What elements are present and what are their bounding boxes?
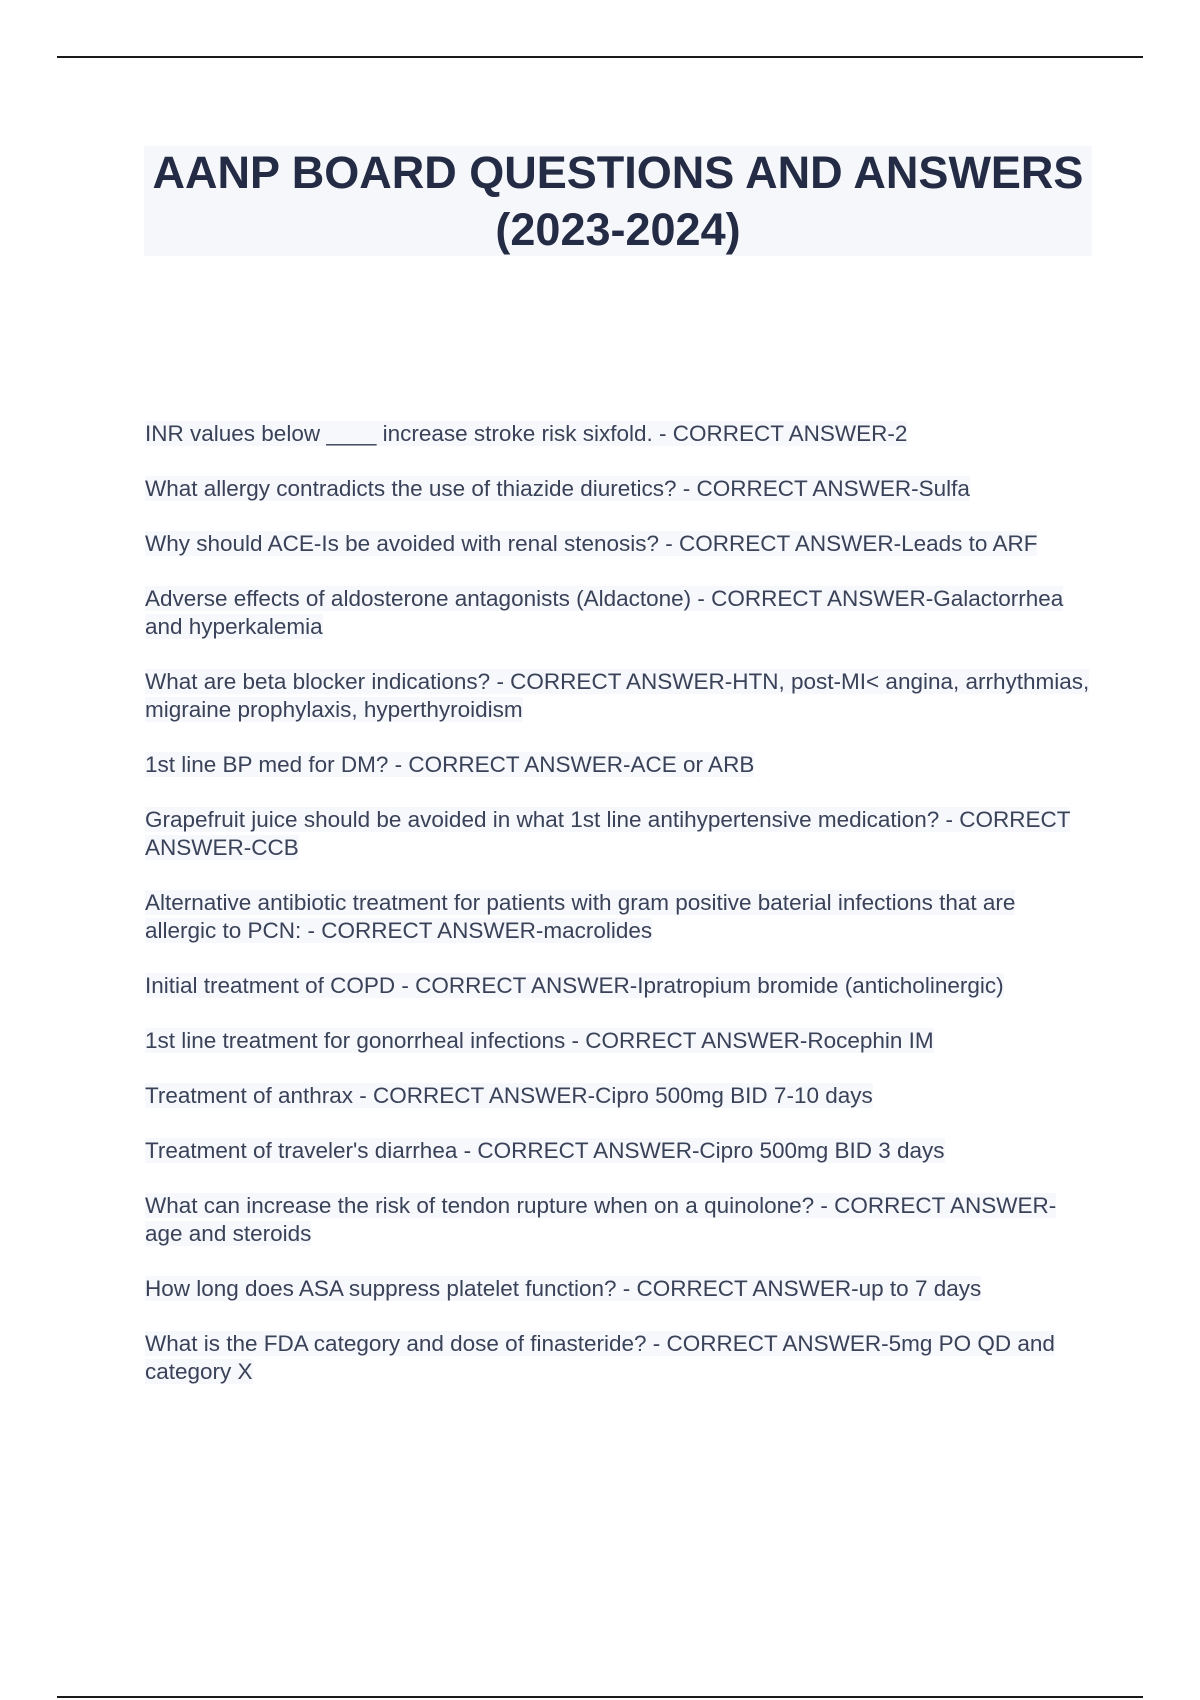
qa-text: Alternative antibiotic treatment for patients with gram positive baterial infections that are allergic to PCN: - CORRECT ANSWER-macrolides bbox=[145, 890, 1016, 943]
qa-text: What allergy contradicts the use of thiazide diuretics? - CORRECT ANSWER-Sulfa bbox=[145, 476, 970, 501]
qa-item bbox=[145, 668, 1090, 724]
qa-text: What is the FDA category and dose of finasteride? - CORRECT ANSWER-5mg PO QD and category X bbox=[145, 1331, 1055, 1384]
qa-item bbox=[145, 751, 1090, 779]
qa-text: INR values below ____ increase stroke risk sixfold. - CORRECT ANSWER-2 bbox=[145, 421, 908, 446]
qa-text: Adverse effects of aldosterone antagonists (Aldactone) - CORRECT ANSWER-Galactorrhea and hyperkalemia bbox=[145, 586, 1064, 639]
bottom-rule bbox=[57, 1696, 1143, 1698]
qa-text: Initial treatment of COPD - CORRECT ANSWER-Ipratropium bromide (anticholinergic) bbox=[145, 973, 1004, 998]
qa-text: What are beta blocker indications? - CORRECT ANSWER-HTN, post-MI< angina, arrhythmias, migraine prophylaxis, hyperthyroidism bbox=[145, 669, 1090, 722]
qa-item bbox=[145, 585, 1090, 641]
qa-text: Treatment of anthrax - CORRECT ANSWER-Cipro 500mg BID 7-10 days bbox=[145, 1083, 873, 1108]
qa-text: Treatment of traveler's diarrhea - CORRECT ANSWER-Cipro 500mg BID 3 days bbox=[145, 1138, 945, 1163]
qa-item bbox=[145, 1275, 1090, 1303]
qa-item bbox=[145, 889, 1090, 945]
qa-item bbox=[145, 530, 1090, 558]
qa-item bbox=[145, 972, 1090, 1000]
qa-text: How long does ASA suppress platelet function? - CORRECT ANSWER-up to 7 days bbox=[145, 1276, 982, 1301]
qa-text: 1st line treatment for gonorrheal infections - CORRECT ANSWER-Rocephin IM bbox=[145, 1028, 934, 1053]
qa-text: What can increase the risk of tendon rupture when on a quinolone? - CORRECT ANSWER-age and steroids bbox=[145, 1193, 1057, 1246]
qa-text: Why should ACE-Is be avoided with renal stenosis? - CORRECT ANSWER-Leads to ARF bbox=[145, 531, 1038, 556]
qa-item bbox=[145, 1027, 1090, 1055]
qa-item bbox=[145, 806, 1090, 862]
qa-text: 1st line BP med for DM? - CORRECT ANSWER-ACE or ARB bbox=[145, 752, 755, 777]
qa-text: Grapefruit juice should be avoided in what 1st line antihypertensive medication? - CORRECT ANSWER-CCB bbox=[145, 807, 1071, 860]
qa-item bbox=[145, 420, 1090, 448]
top-rule bbox=[57, 56, 1143, 58]
qa-item bbox=[145, 1192, 1090, 1248]
qa-item bbox=[145, 1082, 1090, 1110]
document-title: AANP BOARD QUESTIONS AND ANSWERS (2023-2024) bbox=[152, 147, 1084, 255]
qa-list bbox=[145, 420, 1090, 1413]
qa-item bbox=[145, 1137, 1090, 1165]
qa-item bbox=[145, 1330, 1090, 1386]
qa-item bbox=[145, 475, 1090, 503]
title-banner bbox=[144, 146, 1092, 256]
